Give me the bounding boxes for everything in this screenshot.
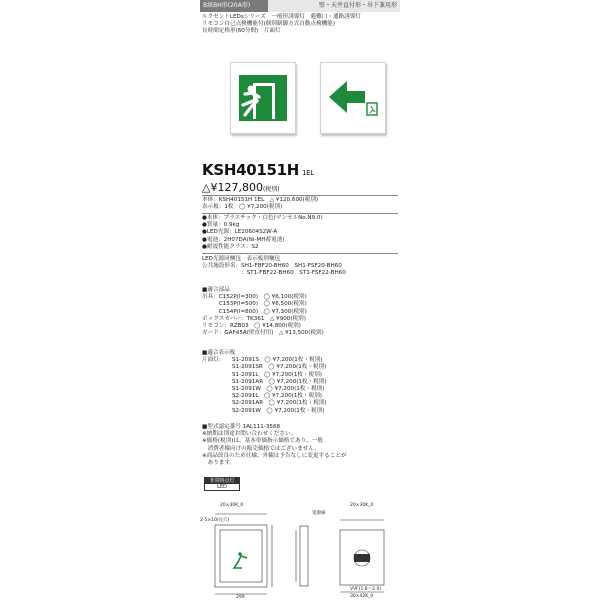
- dim-right-top-label: 20×30K_0: [350, 503, 374, 508]
- public-model-line: 公共施設形名：SH1-FBF20-BH60 SH1-FSF20-BH60: [202, 263, 342, 270]
- arrow-sign-image: [320, 62, 386, 134]
- badge-top: 非常時点灯: [205, 478, 239, 484]
- divider: [202, 195, 398, 196]
- part-item: C153P(l=500) ◯ ¥6,500(税別): [202, 301, 307, 308]
- divider: [202, 213, 398, 214]
- compatible-panels: [202, 350, 398, 415]
- description-line: リモコン自己点検機能付(個別制御方式自動点検機能): [202, 21, 336, 28]
- price-tax-note: (税別): [262, 186, 280, 193]
- spec-item: ●本体：プラスチック・白色(マンセルNo.N9.0): [202, 215, 323, 221]
- exit-sign-image: [230, 62, 296, 134]
- product-sheet: [200, 0, 400, 600]
- package-info: [202, 256, 398, 278]
- spec-item: ●耐震性能クラス：S2: [202, 243, 259, 250]
- dim-top-label: 20×30K_0: [220, 503, 244, 508]
- grade-label: B級BH形(20A形): [200, 0, 268, 12]
- cable-note: 電源線: [312, 511, 326, 516]
- panels-row: [202, 357, 398, 415]
- panel-item: S1-2091AR ◯ ¥7,200(1枚・税別): [232, 378, 327, 385]
- model-suffix: 1EL: [302, 169, 314, 177]
- panel-item: S1-2091S ◯ ¥7,200(1枚・税別): [232, 357, 323, 364]
- part-item: リモコン：RZB03 ◯ ¥14,800(税別): [202, 323, 301, 330]
- price-value: △¥127,800: [202, 181, 263, 194]
- cable-spec-note: VVF(1.6～2.0): [350, 587, 382, 592]
- panels-title: ■適合表示板: [202, 350, 236, 356]
- panel-item: S2-2091L ◯ ¥7,200(1枚・税別): [232, 393, 322, 400]
- part-item: ボックスカバー：TK361 △ ¥900(税別): [202, 315, 306, 322]
- running-man-icon: [231, 63, 295, 133]
- part-item: ガード：GAF45A(壁直付用) △ ¥13,500(税別): [202, 330, 324, 337]
- public-model-line: ：ST1-FBF22-BH60 ST1-FSF22-BH60: [202, 270, 346, 277]
- emergency-lighting-badge: [204, 477, 240, 491]
- note-line: あります。: [202, 460, 236, 467]
- panels-list: [232, 357, 327, 415]
- product-description: [202, 14, 398, 36]
- spec-item: ●質量：0.9kg: [202, 222, 240, 229]
- panel-item: S1-2091W ◯ ¥7,200(1枚・税別): [232, 386, 325, 393]
- panel-item: S2-2091W ◯ ¥7,200(1枚・税別): [232, 407, 325, 414]
- spec-item: ●LED光源：LE20604S2W-A: [202, 229, 278, 236]
- divider: [202, 253, 398, 254]
- panel-item: S1-2091SR ◯ ¥7,200(1枚・税別): [232, 364, 327, 371]
- panel-item: S2-2091AR ◯ ¥7,200(1枚・税別): [232, 400, 327, 407]
- model-code: KSH40151H: [202, 161, 300, 179]
- dimension-drawing: [200, 500, 400, 600]
- certification-and-notes: [202, 424, 398, 467]
- product-images: [200, 50, 400, 150]
- set-line: 本体：KSH40151H 1EL △ ¥120,600(税別): [202, 197, 319, 203]
- part-item: C154P(l=800) ◯ ¥7,300(税別): [202, 308, 307, 315]
- technical-drawing: [200, 500, 400, 600]
- description-line: ルクセントLEDsシリーズ 一般形誘導灯 避難口・通路誘導灯: [202, 14, 361, 20]
- spec-list: [202, 215, 398, 251]
- note-line: ※価格(税別)は、基本単価指示価格であり、一般: [202, 438, 323, 445]
- parts-title: ■適合部品: [202, 287, 230, 293]
- dim-left-label: 2-5×10(長穴): [200, 518, 230, 523]
- price: [202, 181, 280, 194]
- dim-bottom-label: 30×42K_0: [350, 594, 374, 599]
- panels-lead: 片面灯：: [202, 357, 225, 364]
- badge-bottom: LED: [217, 484, 227, 490]
- arrow-left-icon: [321, 63, 385, 133]
- part-item: 吊具：C152P(l=300) ◯ ¥6,100(税別): [202, 294, 307, 301]
- mount-type-label: 壁・天井直付形・吊下兼用形: [268, 0, 400, 12]
- dim-width-label: 299: [236, 595, 245, 600]
- set-line: 表示板：1枚 ◯ ¥7,200(税別): [202, 204, 283, 211]
- led-pack-note: LED光源同梱包 表示板別梱包: [202, 256, 281, 262]
- panel-item: S1-2091L ◯ ¥7,200(1枚・税別): [232, 371, 322, 378]
- note-line: ※納期は別途お問い合わせください。: [202, 431, 297, 438]
- note-line: ※商品改良のため仕様、外観は予告なしに変更することが: [202, 452, 347, 459]
- compatible-parts: [202, 287, 398, 337]
- drawing-running-man-icon: [234, 556, 247, 568]
- set-composition: [202, 197, 398, 211]
- header-bar: [200, 0, 400, 12]
- spec-item: ●電池：2H07DA(Ni-MH蓄電池): [202, 236, 285, 243]
- note-line: 消費者様向けの販売価格ではございません。: [202, 445, 320, 452]
- cert-number: ■型式認定番号 1AL111-3568: [202, 424, 281, 430]
- description-line: 長時間定格形(60分間) 片面灯: [202, 28, 281, 35]
- model-number: [202, 161, 314, 179]
